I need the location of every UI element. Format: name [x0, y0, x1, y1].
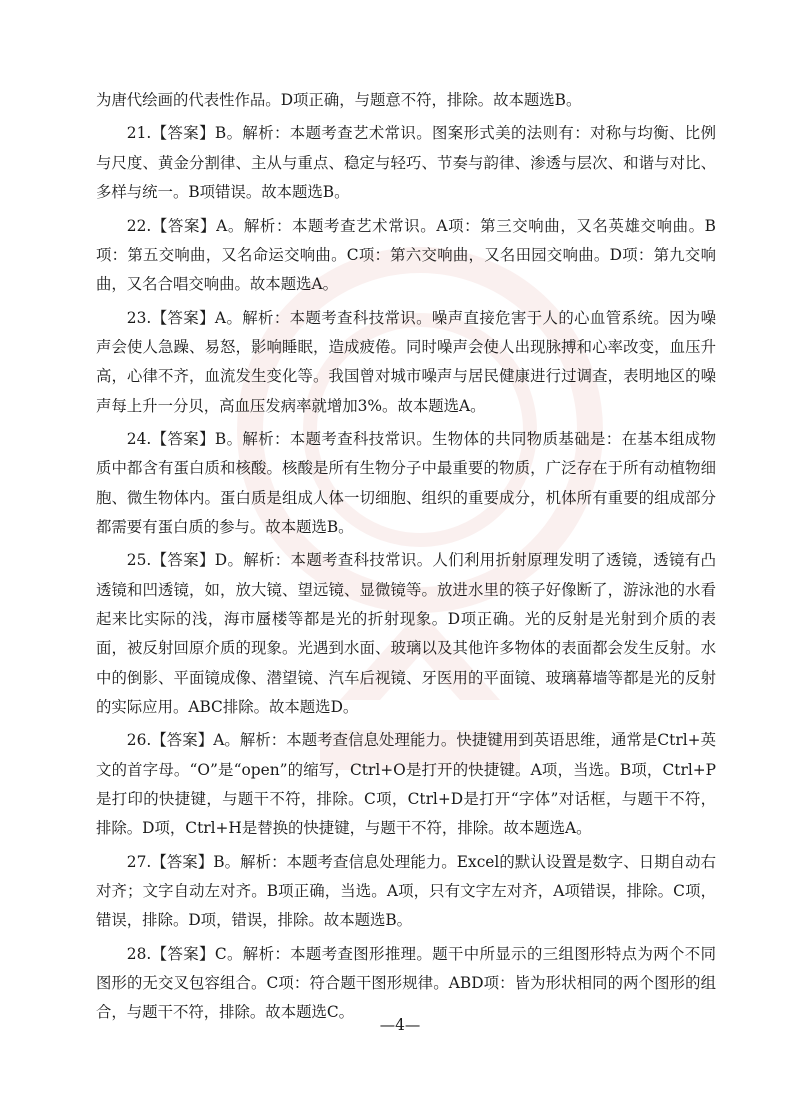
paragraph-answer-21: 21.【答案】B。解析：本题考查艺术常识。图案形式美的法则有：对称与均衡、比例与尺度、黄金分割律、主从与重点、稳定与轻巧、节奏与韵律、渗透与层次、和谐与对比、多样与统一。B项错误。故本题选B。	[96, 124, 716, 202]
paragraph-continuation: 为唐代绘画的代表性作品。D项正确，与题意不符，排除。故本题选B。	[96, 91, 582, 109]
paragraph-answer-22: 22.【答案】A。解析：本题考查艺术常识。A项：第三交响曲，又名英雄交响曲。B项：第五交响曲，又名命运交响曲。C项：第六交响曲，又名田园交响曲。D项：第九交响曲，又名合唱交响曲。故本题选A。	[96, 216, 716, 294]
paragraph-answer-25: 25.【答案】D。解析：本题考查科技常识。人们利用折射原理发明了透镜，透镜有凸透镜和凹透镜，如，放大镜、望远镜、显微镜等。放进水里的筷子好像断了，游泳池的水看起来比实际的浅，海市蜃楼等都是光的折射现象。D项正确。光的反射是光射到介质的表面，被反射回原介质的现象。光遇到水面、玻璃以及其他许多物体的表面都会发生反射。水中的倒影、平面镜成像、潜望镜、汽车后视镜、牙医用的平面镜、玻璃幕墙等都是光的反射的实际应用。ABC排除。故本题选D。	[96, 551, 716, 716]
paragraph-answer-23: 23.【答案】A。解析：本题考查科技常识。噪声直接危害于人的心血管系统。因为噪声会使人急躁、易怒，影响睡眠，造成疲倦。同时噪声会使人出现脉搏和心率改变，血压升高，心律不齐，血流发生变化等。我国曾对城市噪声与居民健康进行过调查，表明地区的噪声每上升一分贝，高血压发病率就增加3%。故本题选A。	[96, 308, 716, 415]
paragraph-answer-27: 27.【答案】B。解析：本题考查信息处理能力。Excel的默认设置是数字、日期自动右对齐；文字自动左对齐。B项正确，当选。A项，只有文字左对齐，A项错误，排除。C项，错误，排除。D项，错误，排除。故本题选B。	[96, 852, 716, 930]
page-number: —4—	[379, 1016, 421, 1034]
paragraph-answer-28: 28.【答案】C。解析：本题考查图形推理。题干中所显示的三组图形特点为两个不同图形的无交叉包容组合。C项：符合题干图形规律。ABD项：皆为形状相同的两个图形的组合，与题干不符，排除。故本题选C。	[96, 944, 716, 1022]
paragraph-answer-24: 24.【答案】B。解析：本题考查科技常识。生物体的共同物质基础是：在基本组成物质中都含有蛋白质和核酸。核酸是所有生物分子中最重要的物质，广泛存在于所有动植物细胞、微生物体内。蛋白质是组成人体一切细胞、组织的重要成分，机体所有重要的组成部分都需要有蛋白质的参与。故本题选B。	[96, 430, 716, 536]
answer-explanations	[96, 86, 716, 1032]
paragraph-answer-26: 26.【答案】A。解析：本题考查信息处理能力。快捷键用到英语思维，通常是Ctrl+英文的首字母。“O”是“open”的缩写，Ctrl+O是打开的快捷键。A项，当选。B项，Ctrl+P是打印的快捷键，与题干不符，排除。C项，Ctrl+D是打开“字体”对话框，与题干不符，排除。D项，Ctrl+H是替换的快捷键，与题干不符，排除。故本题选A。	[96, 731, 716, 838]
